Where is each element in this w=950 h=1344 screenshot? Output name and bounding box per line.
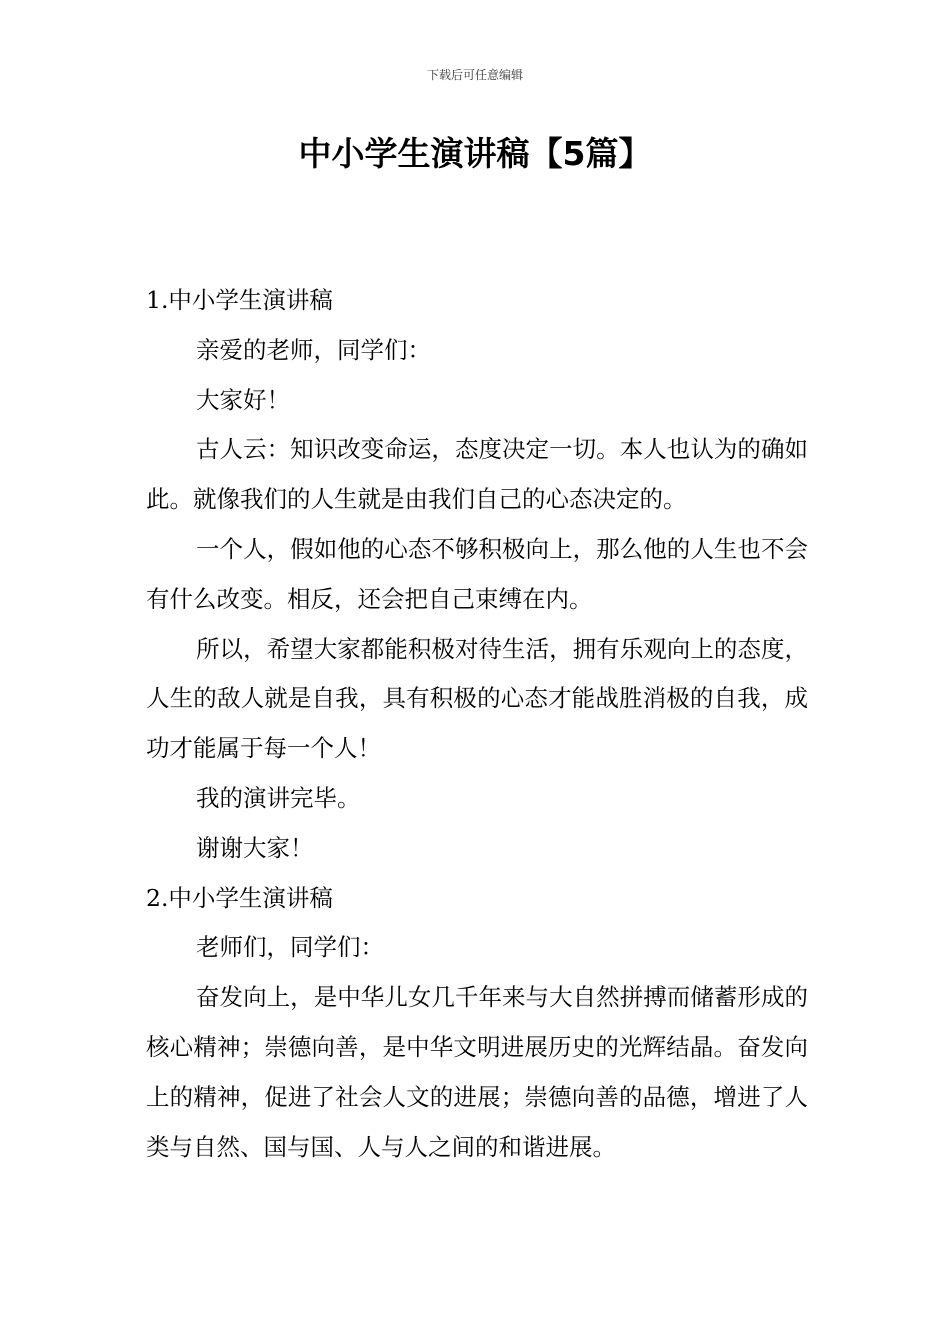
section-heading: 1.中小学生演讲稿 [146,286,333,314]
header-note: 下载后可任意编辑 [426,68,523,82]
document-body [146,276,808,1172]
section-heading: 2.中小学生演讲稿 [146,883,333,912]
paragraph: 谢谢大家！ [196,833,314,862]
paragraph: 我的演讲完毕。 [196,783,361,812]
paragraph: 一个人，假如他的心态不够积极向上，那么他的人生也不会有什么改变。相反，还会把自己束缚在内。 [146,534,808,613]
paragraph: 老师们，同学们： [196,933,384,962]
paragraph: 亲爱的老师，同学们： [196,335,431,364]
paragraph: 所以，希望大家都能积极对待生活，拥有乐观向上的态度，人生的敌人就是自我，具有积极的心态才能战胜消极的自我，成功才能属于每一个人！ [146,634,808,763]
paragraph: 奋发向上，是中华儿女几千年来与大自然拼搏而储蓄形成的核心精神；崇德向善，是中华文明进展历史的光辉结晶。奋发向上的精神，促进了社会人文的进展；崇德向善的品德，增进了人类与自然、国与国、人与人之间的和谐进展。 [146,983,808,1161]
paragraph: 大家好！ [196,385,290,414]
document-title: 中小学生演讲稿【5篇】 [298,134,652,173]
paragraph: 古人云：知识改变命运，态度决定一切。本人也认为的确如此。就像我们的人生就是由我们自己的心态决定的。 [146,435,808,514]
